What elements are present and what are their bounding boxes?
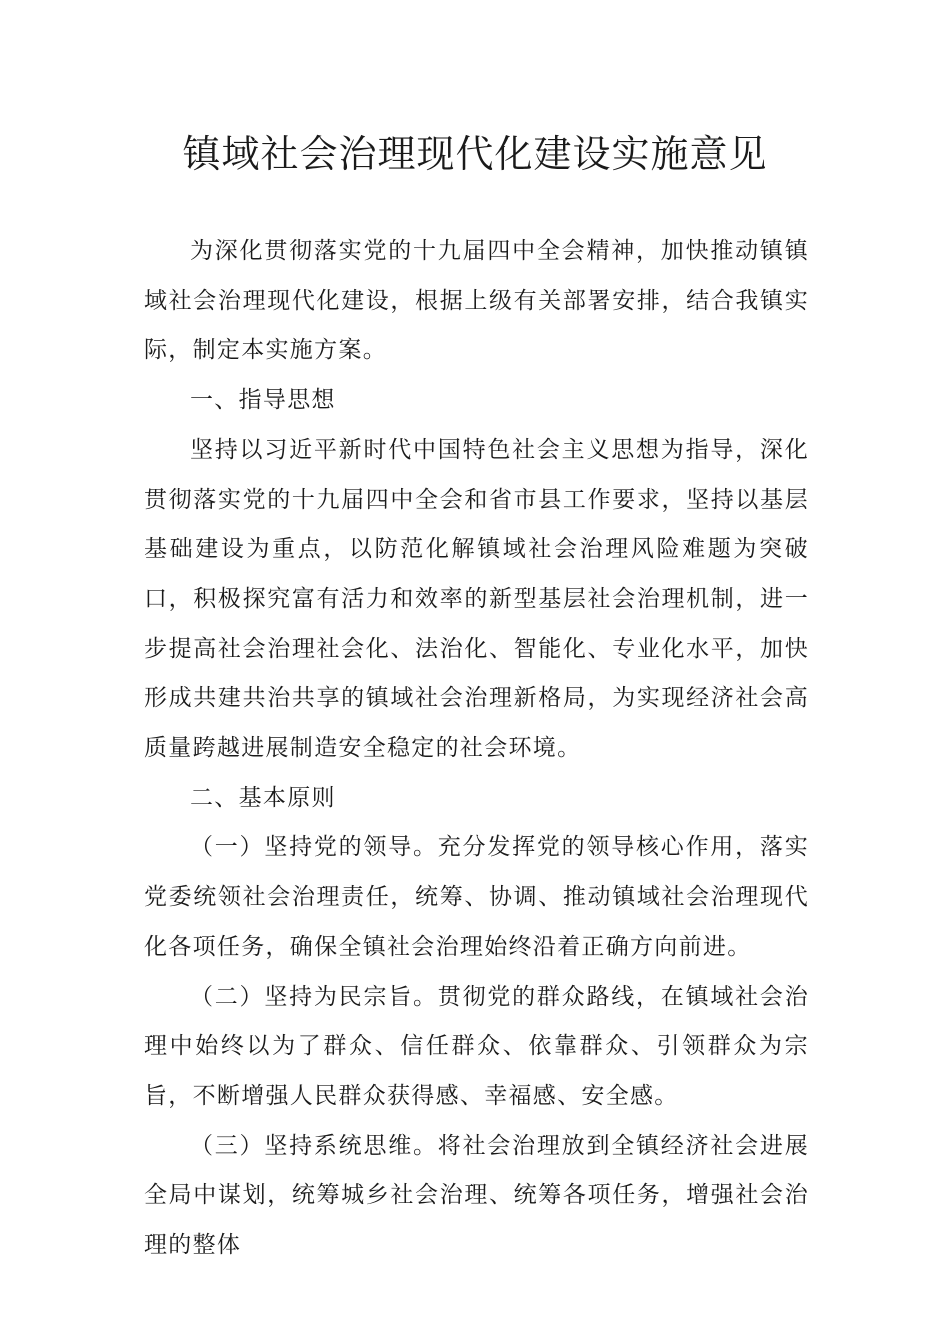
principle-1-paragraph: （一）坚持党的领导。充分发挥党的领导核心作用，落实党委统领社会治理责任，统筹、协调、推动镇域社会治理现代化各项任务，确保全镇社会治理始终沿着正确方向前进。 <box>144 834 809 960</box>
document-body <box>144 227 809 1271</box>
section-heading-basic-principles: 二、基本原则 <box>190 784 336 811</box>
principle-2-paragraph: （二）坚持为民宗旨。贯彻党的群众路线，在镇域社会治理中始终以为了群众、信任群众、依靠群众、引领群众为宗旨，不断增强人民群众获得感、幸福感、安全感。 <box>144 983 809 1109</box>
intro-paragraph: 为深化贯彻落实党的十九届四中全会精神，加快推动镇镇域社会治理现代化建设，根据上级有关部署安排，结合我镇实际，制定本实施方案。 <box>144 238 809 364</box>
document-title: 镇域社会治理现代化建设实施意见 <box>182 132 768 176</box>
section-heading-guiding-ideology: 一、指导思想 <box>190 387 336 414</box>
principle-3-paragraph: （三）坚持系统思维。将社会治理放到全镇经济社会进展全局中谋划，统筹城乡社会治理、统筹各项任务，增强社会治理的整体 <box>144 1132 809 1259</box>
guiding-ideology-paragraph: 坚持以习近平新时代中国特色社会主义思想为指导，深化贯彻落实党的十九届四中全会和省市县工作要求，坚持以基层基础建设为重点，以防范化解镇域社会治理风险难题为突破口，积极探究富有活力和效率的新型基层社会治理机制，进一步提高社会治理社会化、法治化、智能化、专业化水平，加快形成共建共治共享的镇域社会治理新格局，为实现经济社会高质量跨越进展制造安全稳定的社会环境。 <box>144 436 809 762</box>
